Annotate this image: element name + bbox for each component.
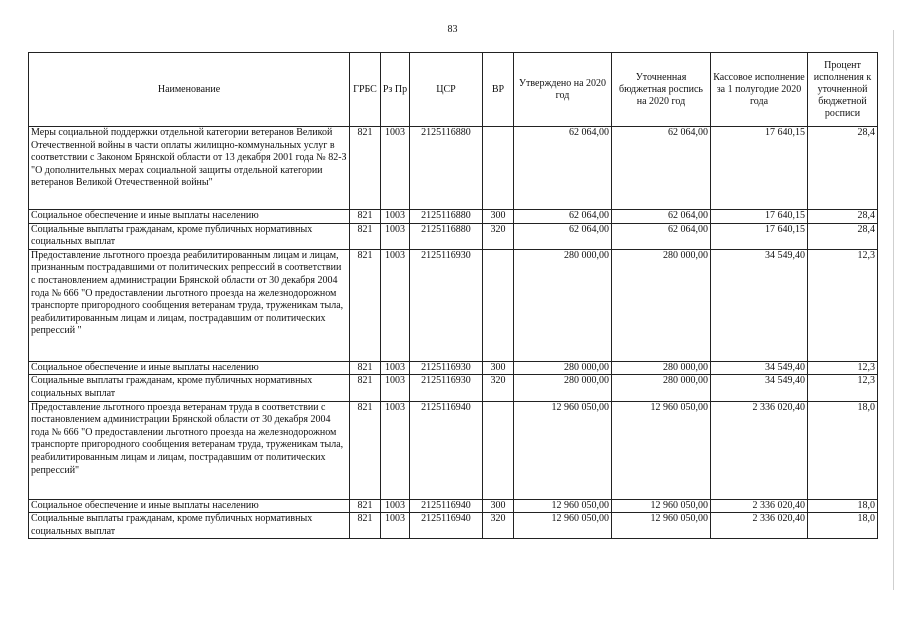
cell-name: Социальные выплаты гражданам, кроме публичных нормативных социальных выплат: [29, 513, 350, 539]
cell-cash: 2 336 020,40: [711, 513, 808, 539]
cell-vr: 320: [483, 513, 514, 539]
cell-name: Меры социальной поддержки отдельной категории ветеранов Великой Отечественной войны в части оплаты жилищно-коммунальных услуг в соответствии с Законом Брянской области от 13 декабря 2001 года № 82-З "О дополнительных мерах социальной защиты отдельной категории ветеранов Великой Отечественной войны": [29, 127, 350, 210]
cell-percent: 18,0: [808, 401, 878, 499]
cell-vr: 300: [483, 499, 514, 513]
budget-execution-table: [28, 52, 878, 539]
table-header-row: [29, 53, 878, 127]
table-row: [29, 127, 878, 210]
cell-grbs: 821: [350, 361, 381, 375]
header-refined: Уточненная бюджетная роспись на 2020 год: [612, 53, 711, 127]
table-row: [29, 401, 878, 499]
cell-percent: 12,3: [808, 249, 878, 361]
cell-approved: 280 000,00: [514, 361, 612, 375]
cell-cash: 2 336 020,40: [711, 401, 808, 499]
cell-grbs: 821: [350, 499, 381, 513]
cell-name: Социальное обеспечение и иные выплаты населению: [29, 361, 350, 375]
cell-grbs: 821: [350, 401, 381, 499]
header-csr: ЦСР: [410, 53, 483, 127]
page-edge-line: [893, 30, 894, 590]
cell-refined: 62 064,00: [612, 127, 711, 210]
cell-cash: 34 549,40: [711, 361, 808, 375]
cell-refined: 62 064,00: [612, 223, 711, 249]
cell-approved: 12 960 050,00: [514, 401, 612, 499]
cell-rzpr: 1003: [381, 499, 410, 513]
cell-cash: 17 640,15: [711, 127, 808, 210]
cell-percent: 28,4: [808, 127, 878, 210]
cell-name: Предоставление льготного проезда реабилитированным лицам и лицам, признанным пострадавшими от политических репрессий в соответствии с постановлением администрации Брянской области от 30 декабря 2004 года № 666 "О предоставлении льготного проезда на железнодорожном транспорте пригородного сообщения ветеранам труда, труженикам тыла, реабилитированным лицам и лицам, пострадавшим от политических репрессий ": [29, 249, 350, 361]
cell-percent: 18,0: [808, 513, 878, 539]
cell-csr: 2125116940: [410, 513, 483, 539]
cell-refined: 12 960 050,00: [612, 513, 711, 539]
cell-csr: 2125116880: [410, 127, 483, 210]
header-grbs: ГРБС: [350, 53, 381, 127]
cell-rzpr: 1003: [381, 513, 410, 539]
table-row: [29, 361, 878, 375]
cell-approved: 62 064,00: [514, 223, 612, 249]
cell-refined: 280 000,00: [612, 249, 711, 361]
cell-refined: 12 960 050,00: [612, 499, 711, 513]
cell-approved: 12 960 050,00: [514, 513, 612, 539]
cell-csr: 2125116930: [410, 249, 483, 361]
cell-approved: 62 064,00: [514, 210, 612, 224]
header-percent: Процент исполнения к уточненной бюджетной росписи: [808, 53, 878, 127]
cell-approved: 62 064,00: [514, 127, 612, 210]
cell-refined: 12 960 050,00: [612, 401, 711, 499]
cell-cash: 34 549,40: [711, 249, 808, 361]
cell-grbs: 821: [350, 513, 381, 539]
cell-refined: 62 064,00: [612, 210, 711, 224]
cell-name: Предоставление льготного проезда ветеранам труда в соответствии с постановлением администрации Брянской области от 30 декабря 2004 года № 666 "О предоставлении льготного проезда на железнодорожном транспорте пригородного сообщения ветеранам труда, труженикам тыла, реабилитированным лицам и лицам, пострадавшим от политических репрессий": [29, 401, 350, 499]
cell-vr: 320: [483, 223, 514, 249]
table-row: [29, 223, 878, 249]
header-vr: ВР: [483, 53, 514, 127]
cell-csr: 2125116940: [410, 499, 483, 513]
cell-percent: 12,3: [808, 361, 878, 375]
cell-percent: 28,4: [808, 223, 878, 249]
cell-cash: 17 640,15: [711, 210, 808, 224]
header-rzpr: Рз Пр: [381, 53, 410, 127]
cell-vr: [483, 401, 514, 499]
cell-name: Социальные выплаты гражданам, кроме публичных нормативных социальных выплат: [29, 375, 350, 401]
cell-csr: 2125116940: [410, 401, 483, 499]
cell-rzpr: 1003: [381, 127, 410, 210]
cell-grbs: 821: [350, 249, 381, 361]
cell-approved: 280 000,00: [514, 375, 612, 401]
cell-percent: 28,4: [808, 210, 878, 224]
cell-approved: 280 000,00: [514, 249, 612, 361]
cell-vr: 320: [483, 375, 514, 401]
cell-name: Социальные выплаты гражданам, кроме публичных нормативных социальных выплат: [29, 223, 350, 249]
cell-vr: 300: [483, 210, 514, 224]
cell-rzpr: 1003: [381, 210, 410, 224]
cell-rzpr: 1003: [381, 223, 410, 249]
header-approved: Утверждено на 2020 год: [514, 53, 612, 127]
table-row: [29, 210, 878, 224]
cell-percent: 12,3: [808, 375, 878, 401]
cell-name: Социальное обеспечение и иные выплаты населению: [29, 499, 350, 513]
header-name: Наименование: [29, 53, 350, 127]
cell-csr: 2125116930: [410, 361, 483, 375]
cell-rzpr: 1003: [381, 401, 410, 499]
cell-vr: [483, 127, 514, 210]
cell-refined: 280 000,00: [612, 375, 711, 401]
table-row: [29, 513, 878, 539]
cell-cash: 34 549,40: [711, 375, 808, 401]
cell-csr: 2125116930: [410, 375, 483, 401]
cell-rzpr: 1003: [381, 249, 410, 361]
cell-refined: 280 000,00: [612, 361, 711, 375]
cell-grbs: 821: [350, 210, 381, 224]
cell-rzpr: 1003: [381, 375, 410, 401]
cell-csr: 2125116880: [410, 210, 483, 224]
cell-name: Социальное обеспечение и иные выплаты населению: [29, 210, 350, 224]
table-row: [29, 375, 878, 401]
cell-csr: 2125116880: [410, 223, 483, 249]
table-row: [29, 249, 878, 361]
cell-cash: 2 336 020,40: [711, 499, 808, 513]
cell-percent: 18,0: [808, 499, 878, 513]
cell-vr: 300: [483, 361, 514, 375]
cell-grbs: 821: [350, 375, 381, 401]
cell-vr: [483, 249, 514, 361]
cell-approved: 12 960 050,00: [514, 499, 612, 513]
cell-grbs: 821: [350, 127, 381, 210]
cell-cash: 17 640,15: [711, 223, 808, 249]
header-cash: Кассовое исполнение за 1 полугодие 2020 года: [711, 53, 808, 127]
cell-grbs: 821: [350, 223, 381, 249]
cell-rzpr: 1003: [381, 361, 410, 375]
table-row: [29, 499, 878, 513]
page-number: 83: [447, 24, 458, 35]
